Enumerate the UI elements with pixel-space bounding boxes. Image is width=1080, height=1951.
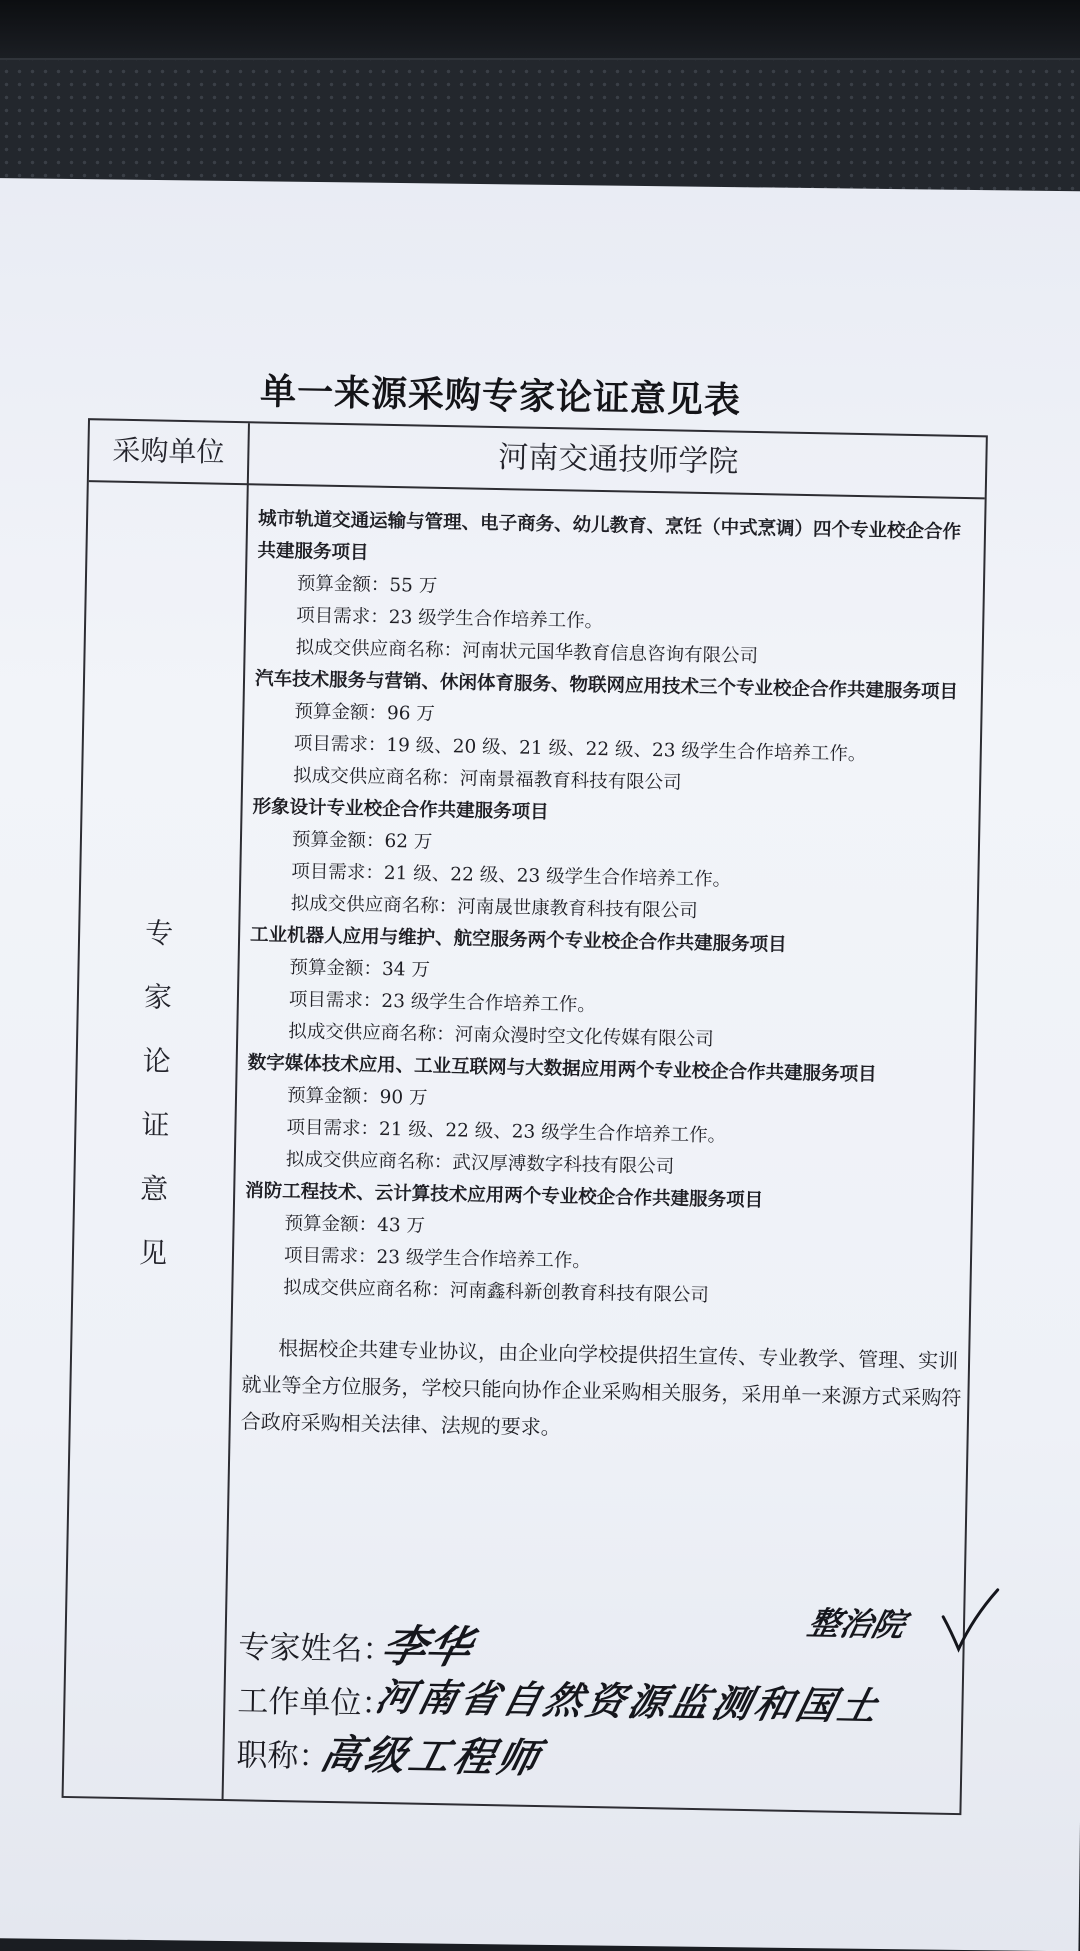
check-mark-icon	[938, 1587, 999, 1654]
budget-value: 43 万	[376, 1214, 426, 1237]
supplier-value: 河南景福教育科技有限公司	[459, 768, 682, 794]
project-title: 工业机器人应用与维护、航空服务两个专业校企合作共建服务项目	[249, 924, 787, 956]
project-title: 形象设计专业校企合作共建服务项目	[252, 796, 549, 824]
budget-label: 预算金额：	[286, 1085, 380, 1108]
project-title: 消防工程技术、云计算技术应用两个专业校企合作共建服务项目	[245, 1180, 764, 1212]
unit-signature-extra: 整治院	[804, 1604, 910, 1644]
job-title-label: 职称：	[236, 1737, 330, 1776]
budget-label: 预算金额：	[291, 829, 385, 852]
requirement-label: 项目需求：	[286, 1117, 380, 1140]
supplier-value: 河南鑫科新创教育科技有限公司	[449, 1280, 710, 1307]
work-unit-line	[237, 1675, 393, 1723]
expert-name-label: 专家姓名：	[238, 1629, 394, 1669]
budget-value: 34 万	[381, 958, 431, 981]
side-label-char: 证	[141, 1108, 170, 1142]
document-title: 单一来源采购专家论证意见表	[259, 370, 742, 422]
requirement-label: 项目需求：	[293, 733, 387, 756]
expert-name-signature: 李华	[376, 1621, 477, 1674]
supplier-value: 河南晟世康教育科技有限公司	[457, 896, 698, 922]
side-label-char: 意	[139, 1172, 169, 1206]
side-label-char: 家	[143, 980, 173, 1014]
supplier-label: 拟成交供应商名称：	[290, 893, 458, 918]
side-label-char: 见	[138, 1236, 168, 1270]
budget-value: 96 万	[386, 702, 436, 725]
purchaser-label: 采购单位	[112, 433, 225, 469]
budget-value: 90 万	[379, 1086, 428, 1109]
supplier-label: 拟成交供应商名称：	[283, 1277, 451, 1302]
budget-label: 预算金额：	[296, 573, 390, 596]
requirement-label: 项目需求：	[288, 989, 382, 1012]
opinion-content	[240, 503, 978, 1474]
supplier-value: 河南众漫时空文化传媒有限公司	[454, 1024, 714, 1051]
project-block	[250, 791, 972, 933]
project-block	[253, 663, 975, 805]
requirement-value: 19 级、20 级、21 级、22 级、23 级学生合作培养工作。	[386, 734, 867, 766]
supplier-label: 拟成交供应商名称：	[293, 765, 460, 790]
work-unit-signature: 河南省自然资源监测和国土	[371, 1674, 887, 1729]
project-title: 汽车技术服务与营销、休闲体育服务、物联网应用技术三个专业校企合作共建服务项目	[254, 668, 959, 703]
side-label-char: 专	[144, 916, 174, 950]
supplier-label: 拟成交供应商名称：	[295, 637, 463, 662]
supplier-value: 武汉厚溥数字科技有限公司	[452, 1152, 675, 1178]
requirement-label: 项目需求：	[283, 1245, 377, 1268]
budget-value: 55 万	[389, 574, 438, 597]
requirement-value: 23 级学生合作培养工作。	[376, 1246, 592, 1272]
supplier-label: 拟成交供应商名称：	[285, 1149, 453, 1174]
requirement-value: 21 级、22 级、23 级学生合作培养工作。	[378, 1118, 727, 1147]
requirement-value: 23 级学生合作培养工作。	[381, 990, 597, 1017]
purchaser-value: 河南交通技师学院	[498, 440, 739, 480]
project-block	[248, 919, 970, 1061]
job-title-line	[236, 1729, 330, 1776]
side-label-char: 论	[142, 1044, 172, 1078]
budget-value: 62 万	[384, 830, 433, 853]
budget-label: 预算金额：	[289, 957, 383, 980]
signature-area	[236, 1604, 959, 1795]
project-block	[255, 503, 978, 677]
supplier-value: 河南状元国华教育信息咨询有限公司	[461, 640, 759, 668]
requirement-label: 项目需求：	[291, 861, 385, 884]
expert-opinion-label	[73, 900, 238, 1287]
expert-name-line	[238, 1621, 394, 1669]
job-title-signature: 高级工程师	[316, 1730, 548, 1783]
project-title: 数字媒体技术应用、工业互联网与大数据应用两个专业校企合作共建服务项目	[247, 1052, 877, 1086]
project-title: 城市轨道交通运输与管理、电子商务、幼儿教育、烹饪（中式烹调）四个专业校企合作共建服务项目	[257, 508, 962, 564]
project-block	[246, 1047, 968, 1189]
purchaser-row	[89, 420, 986, 499]
work-unit-label: 工作单位：	[237, 1683, 393, 1723]
requirement-value: 23 级学生合作培养工作。	[388, 606, 604, 633]
project-block	[243, 1175, 965, 1317]
conclusion-paragraph: 根据校企共建专业协议，由企业向学校提供招生宣传、专业教学、管理、实训就业等全方位服务，学校只能向协作企业采购相关服务，采用单一来源方式采购符合政府采购相关法律、法规的要求。	[240, 1335, 962, 1440]
requirement-label: 项目需求：	[296, 605, 389, 628]
budget-label: 预算金额：	[294, 701, 388, 724]
budget-label: 预算金额：	[284, 1213, 378, 1236]
supplier-label: 拟成交供应商名称：	[288, 1021, 455, 1046]
requirement-value: 21 级、22 级、23 级学生合作培养工作。	[383, 862, 732, 891]
